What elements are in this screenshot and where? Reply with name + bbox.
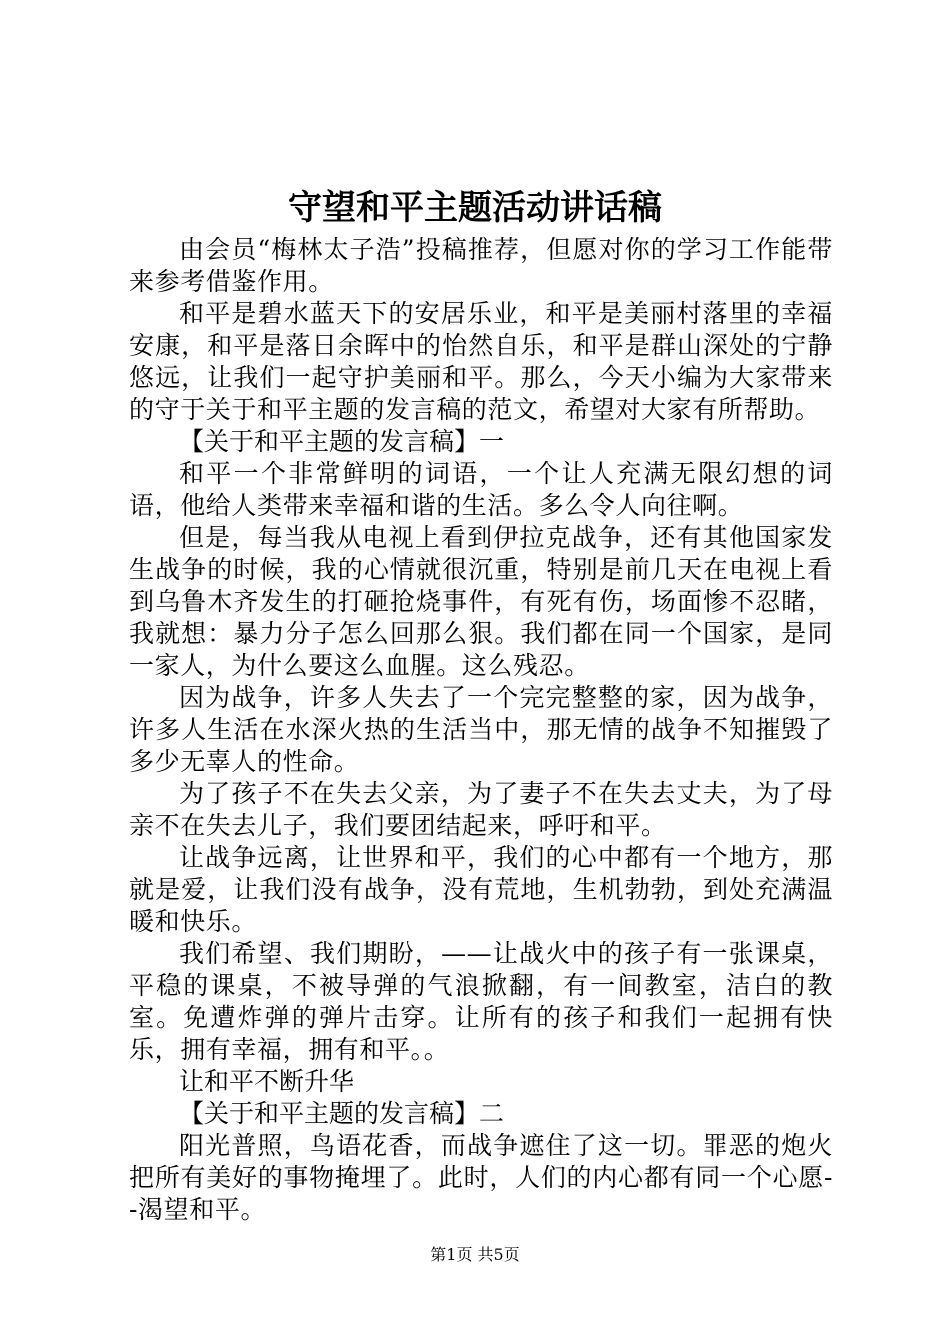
section-heading-2: 【关于和平主题的发言稿】二 <box>179 1099 505 1128</box>
page-footer: 第1页 共5页 <box>430 1245 520 1264</box>
body-paragraph: 为了孩子不在失去父亲，为了妻子不在失去丈夫，为了母亲不在失去儿子，我们要团结起来，呼吁和平。 <box>129 779 833 840</box>
body-paragraph: 和平是碧水蓝天下的安居乐业，和平是美丽村落里的幸福安康，和平是落日余晖中的怡然自乐，和平是群山深处的宁静悠远，让我们一起守护美丽和平。那么，今天小编为大家带来的守于关于和平主题的发言稿的范文，希望对大家有所帮助。 <box>129 299 833 424</box>
body-paragraph: 因为战争，许多人失去了一个完完整整的家，因为战争，许多人生活在水深火热的生活当中，那无情的战争不知摧毁了多少无辜人的性命。 <box>129 683 833 776</box>
document-title: 守望和平主题活动讲话稿 <box>288 188 662 228</box>
body-paragraph: 我们希望、我们期盼，——让战火中的孩子有一张课桌，平稳的课桌，不被导弹的气浪掀翻，有一间教室，洁白的教室。免遭炸弹的弹片击穿。让所有的孩子和我们一起拥有快乐，拥有幸福，拥有和平。。 <box>129 939 833 1064</box>
subheading-line: 让和平不断升华 <box>179 1067 355 1096</box>
intro-note-paragraph: 由会员“梅林太子浩”投稿推荐，但愿对你的学习工作能带来参考借鉴作用。 <box>129 235 833 296</box>
section-heading-1: 【关于和平主题的发言稿】一 <box>179 427 505 456</box>
document-body <box>129 234 833 1226</box>
body-paragraph: 阳光普照，鸟语花香，而战争遮住了这一切。罪恶的炮火把所有美好的事物掩埋了。此时，人们的内心都有同一个心愿--渴望和平。 <box>129 1131 833 1224</box>
body-paragraph: 但是，每当我从电视上看到伊拉克战争，还有其他国家发生战争的时候，我的心情就很沉重，特别是前几天在电视上看到乌鲁木齐发生的打砸抢烧事件，有死有伤，场面惨不忍睹，我就想：暴力分子怎么回那么狠。我们都在同一个国家，是同一家人，为什么要这么血腥。这么残忍。 <box>129 523 833 680</box>
body-paragraph: 和平一个非常鲜明的词语，一个让人充满无限幻想的词语，他给人类带来幸福和谐的生活。多么令人向往啊。 <box>129 459 833 520</box>
body-paragraph: 让战争远离，让世界和平，我们的心中都有一个地方，那就是爱，让我们没有战争，没有荒地，生机勃勃，到处充满温暖和快乐。 <box>129 843 833 936</box>
